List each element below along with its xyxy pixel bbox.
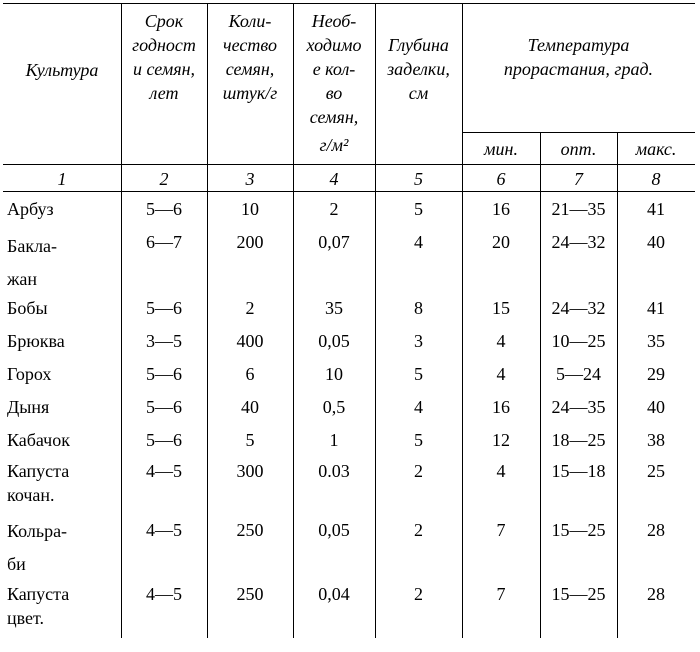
crop-name-line: Капуста [7, 584, 70, 604]
crop-name-line: Бобы [7, 298, 48, 318]
rule-header-bottom [3, 164, 695, 165]
table-cell: 0,05 [318, 331, 350, 351]
header-temp-min: мин. [484, 139, 518, 159]
table-cell: 7 [496, 520, 506, 540]
table-cell: 16 [492, 199, 510, 219]
table-cell: 24—32 [551, 298, 606, 318]
column-number: 6 [496, 169, 506, 189]
crop-name [7, 197, 119, 221]
table-cell: 20 [492, 232, 510, 252]
table-cell: 28 [647, 520, 665, 540]
table-cell: 2 [414, 584, 423, 604]
table-cell: 3—5 [146, 331, 182, 351]
table-cell: 5—6 [146, 199, 182, 219]
crop-name-line: би [7, 554, 26, 574]
table-cell: 5—6 [146, 298, 182, 318]
table-cell: 7 [496, 584, 506, 604]
header-shelf-life-line: Срок [144, 11, 184, 31]
header-temperature-line: прорастания, град. [503, 59, 654, 79]
crop-name-line: Бакла- [7, 236, 58, 256]
table-cell: 4—5 [146, 520, 182, 540]
table-cell: 15 [492, 298, 510, 318]
table-cell: 15—18 [551, 461, 606, 481]
crop-name-line: Горох [7, 364, 52, 384]
table-cell: 21—35 [551, 199, 606, 219]
table-cell: 1 [329, 430, 339, 450]
table-cell: 40 [647, 397, 665, 417]
table-cell: 5—24 [556, 364, 601, 384]
header-culture [3, 58, 121, 82]
table-cell: 0,04 [318, 584, 350, 604]
header-culture-text: Культура [25, 60, 99, 80]
table-cell: 5 [414, 364, 423, 384]
header-seed-count [207, 9, 293, 105]
crop-name-line: жан [7, 269, 38, 289]
table-cell: 15—25 [551, 520, 606, 540]
table-cell: 16 [492, 397, 510, 417]
table-cell: 0,07 [318, 232, 350, 252]
table-cell: 2 [329, 199, 339, 219]
table-cell: 2 [414, 461, 423, 481]
table-cell: 6 [245, 364, 255, 384]
table-cell: 5 [414, 199, 423, 219]
header-seed-need-line: во [325, 83, 343, 103]
crop-name [7, 459, 119, 507]
crop-name [7, 428, 119, 452]
rule-numbers-bottom [3, 191, 695, 192]
header-depth-line: заделки, [387, 59, 450, 79]
table-cell: 35 [325, 298, 343, 318]
crop-name-line: цвет. [7, 608, 45, 628]
table-cell: 41 [647, 199, 665, 219]
crop-name-line: кочан. [7, 485, 55, 505]
crop-name-line: Капуста [7, 461, 70, 481]
crop-name [7, 582, 119, 630]
table-cell: 6—7 [146, 232, 182, 252]
table-cell: 400 [236, 331, 264, 351]
rule-temp-sub [462, 132, 695, 133]
table-cell: 4—5 [146, 584, 182, 604]
header-shelf-life-line: годност [132, 35, 196, 55]
header-shelf-life-line: и семян, [132, 59, 196, 79]
crop-name [7, 362, 119, 386]
table-cell: 18—25 [551, 430, 606, 450]
column-number: 3 [245, 169, 255, 189]
header-temperature [462, 33, 695, 81]
column-number: 2 [159, 169, 169, 189]
table-cell: 2 [245, 298, 255, 318]
crop-name-line: Дыня [7, 397, 50, 417]
table-cell: 40 [241, 397, 259, 417]
header-seed-need-line: Необ- [311, 11, 357, 31]
table-cell: 250 [236, 584, 264, 604]
table-cell: 38 [647, 430, 665, 450]
table-cell: 3 [414, 331, 423, 351]
table-cell: 28 [647, 584, 665, 604]
table-cell: 300 [236, 461, 264, 481]
table-cell: 5—6 [146, 430, 182, 450]
header-seed-count-line: Коли- [228, 11, 272, 31]
crop-name-line: Арбуз [7, 199, 54, 219]
table-cell: 5—6 [146, 397, 182, 417]
crop-name [7, 395, 119, 419]
table-cell: 10 [241, 199, 259, 219]
header-shelf-life [121, 9, 207, 105]
table-cell: 250 [236, 520, 264, 540]
column-number: 8 [651, 169, 661, 189]
table-cell: 10 [325, 364, 343, 384]
table-cell: 29 [647, 364, 665, 384]
table-cell: 24—32 [551, 232, 606, 252]
crop-name [7, 329, 119, 353]
table-cell: 4 [414, 232, 423, 252]
crop-name-line: Кабачок [7, 430, 70, 450]
crop-name [7, 230, 119, 296]
header-shelf-life-line: лет [149, 83, 179, 103]
table-cell: 5 [414, 430, 423, 450]
col-divider-5 [462, 3, 463, 638]
column-number: 7 [574, 169, 583, 189]
header-depth [375, 33, 462, 105]
table-cell: 4 [496, 331, 506, 351]
table-cell: 12 [492, 430, 510, 450]
header-seed-need-line: семян, [309, 107, 359, 127]
table-cell: 8 [414, 298, 423, 318]
rule-top [3, 3, 695, 4]
table-cell: 4—5 [146, 461, 182, 481]
crop-name [7, 515, 119, 581]
crop-name-line: Кольра- [7, 521, 68, 541]
header-seed-need-line: ходимо [306, 35, 362, 55]
table-cell: 24—35 [551, 397, 606, 417]
table-cell: 200 [236, 232, 264, 252]
table-cell: 35 [647, 331, 665, 351]
table-cell: 2 [414, 520, 423, 540]
table-cell: 5—6 [146, 364, 182, 384]
column-number: 1 [57, 169, 67, 189]
header-seed-need [293, 9, 375, 157]
table-cell: 10—25 [551, 331, 606, 351]
table-cell: 4 [496, 364, 506, 384]
header-temp-max: макс. [635, 139, 677, 159]
header-seed-count-line: семян, [225, 59, 275, 79]
table-cell: 0.03 [318, 461, 350, 481]
header-seed-need-line: е кол- [312, 59, 356, 79]
table-cell: 4 [496, 461, 506, 481]
header-seed-count-line: штук/г [222, 83, 278, 103]
table-cell: 0,05 [318, 520, 350, 540]
header-temperature-line: Температура [527, 35, 630, 55]
column-number: 5 [414, 169, 423, 189]
table-cell: 41 [647, 298, 665, 318]
header-temp-opt: опт. [560, 139, 597, 159]
crop-name-line: Брюква [7, 331, 65, 351]
header-depth-line: Глубина [388, 35, 449, 55]
header-depth-line: см [408, 83, 429, 103]
table-cell: 25 [647, 461, 665, 481]
table-cell: 40 [647, 232, 665, 252]
crop-name [7, 296, 119, 320]
table-cell: 15—25 [551, 584, 606, 604]
header-seed-count-line: чество [223, 35, 277, 55]
table-cell: 5 [245, 430, 255, 450]
table-cell: 4 [414, 397, 423, 417]
column-number: 4 [329, 169, 339, 189]
header-seed-need-unit: г/м² [319, 135, 349, 155]
table-cell: 0,5 [322, 397, 346, 417]
